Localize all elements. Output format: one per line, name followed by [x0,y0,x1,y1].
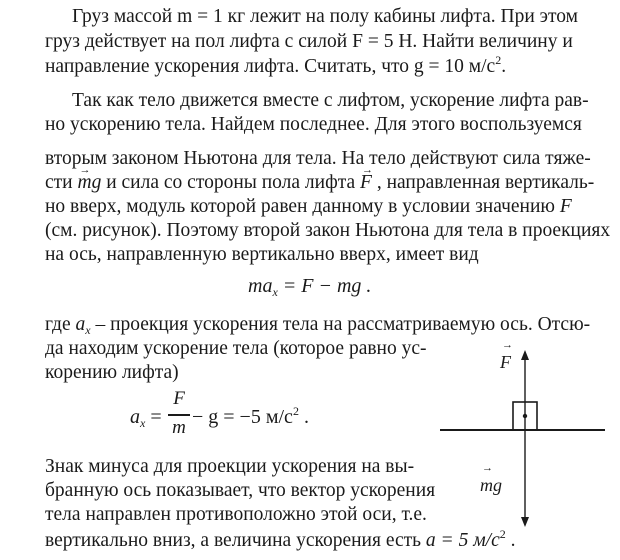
fraction-bar [168,414,190,416]
label-gravity-force: → mg [480,475,502,496]
force-diagram [440,340,610,530]
solution-line-6: (см. рисунок). Поэтому второй закон Ньютона для тела в проекциях [45,220,611,241]
solution-line-4: сти → mg и сила со стороны пола лифта → F , направленная вертикаль- [45,172,594,194]
fraction-denominator: m [172,417,186,438]
label-normal-force: → F [500,352,511,373]
solution-line-3: вторым законом Ньютона для тела. На тело действуют сила тяже- [45,148,591,169]
solution-line-7: на ось, направленную вертикально вверх, имеет вид [45,244,479,265]
solution-line-13: тела направлен противоположно этой оси, т.е. [45,504,427,525]
solution-line-14: вертикально вниз, а величина ускорения есть a = 5 $м/с^2$ . [45,527,516,551]
force-diagram-svg [440,340,610,530]
solution-line-10: корению лифта) [45,362,179,383]
solution-line-1: Так как тело движется вместе с лифтом, ускорение лифта рав- [72,90,589,111]
fraction-numerator: F [173,388,185,409]
problem-line-2: груз действует на пол лифта с силой F = 5 Н. Найти величину и [45,31,573,52]
equation-newton-second-law: $ma_x = F$ − mg . [248,275,372,299]
solution-line-5: но вверх, модуль которой равен данному в условии значению F [45,196,572,217]
problem-line-1: Груз массой m = 1 кг лежит на полу кабины лифта. При этом [72,6,578,27]
normal-force-vector-symbol: → F [360,172,372,194]
solution-line-2: но ускорению тела. Найдем последнее. Для этого воспользуемся [45,114,582,135]
solution-line-11: Знак минуса для проекции ускорения на вы- [45,456,415,477]
solution-line-8: где $a_x$ – проекция ускорения тела на рассматриваемую ось. Отсю- [45,314,591,337]
solution-line-9: да находим ускорение тела (которое равно ус- [45,338,427,359]
gravity-vector-symbol: → mg [78,172,102,194]
solution-line-12: бранную ось показывает, что вектор ускорения [45,480,436,501]
normal-force-arrowhead [521,350,529,360]
gravity-arrowhead [521,517,529,527]
problem-line-3: направление ускорения лифта. Считать, что g = 10 $м/с^2$. [45,53,507,77]
